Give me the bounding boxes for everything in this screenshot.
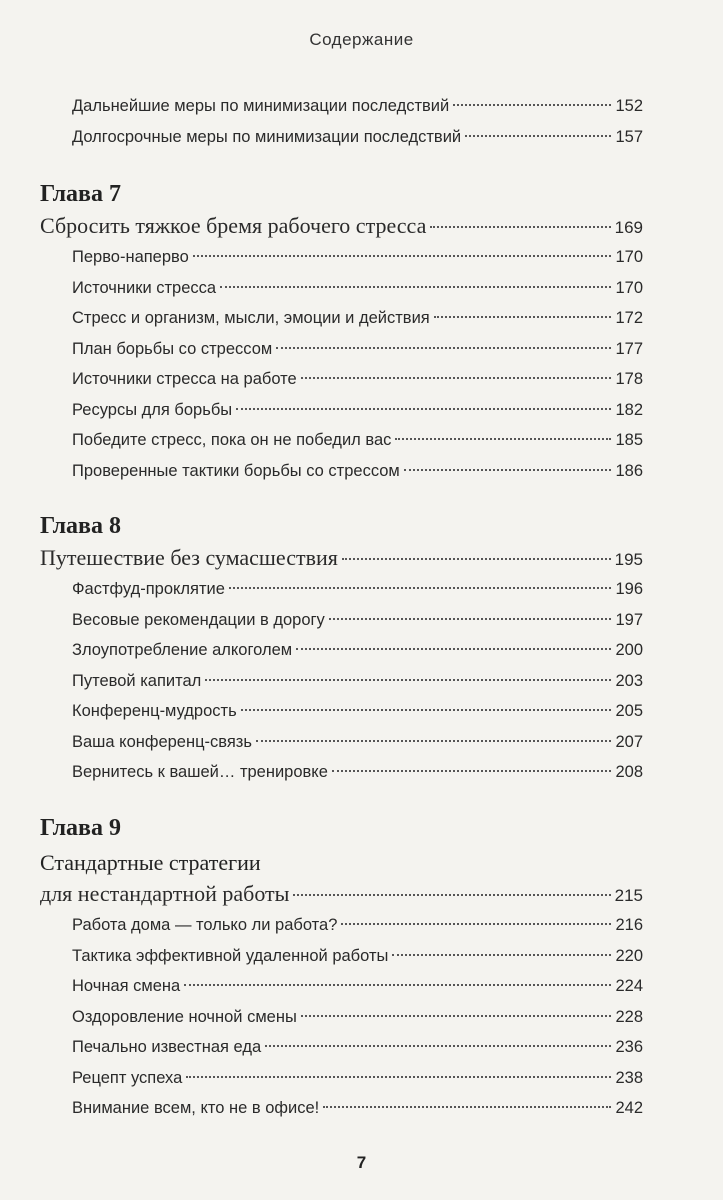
toc-entry [0, 334, 723, 365]
toc-entry [0, 242, 723, 273]
chapter-title-line-1: Стандартные стратегии [40, 850, 261, 875]
toc-entry-title: Злоупотребление алкоголем [72, 641, 293, 659]
chapter-title-entry [0, 878, 723, 910]
chapter-9 [0, 812, 723, 1124]
toc-entry-title: План борьбы со стрессом [72, 339, 273, 358]
dot-leader [329, 618, 612, 620]
dot-leader [301, 1015, 612, 1017]
toc-entry [0, 425, 723, 456]
toc-entry-title: Долгосрочные меры по минимизации последствий [72, 127, 462, 146]
dot-leader [301, 377, 612, 379]
toc-entry [0, 941, 723, 972]
dot-leader [404, 469, 612, 471]
toc-entry [0, 1032, 723, 1063]
toc-entry [0, 971, 723, 1002]
toc-entry-title: Ваша конференц-связь [72, 732, 252, 751]
toc-entry [0, 605, 723, 636]
page-number: 7 [356, 1153, 367, 1172]
toc-entry-page: 197 [615, 610, 643, 629]
toc-entry [0, 364, 723, 395]
toc-entry-page: 236 [615, 1038, 643, 1056]
toc-entry-page: 207 [615, 732, 643, 751]
chapter-label: Глава 8 [40, 513, 121, 539]
dot-leader [276, 347, 611, 349]
toc-entry [0, 303, 723, 334]
toc-entry-title: Стресс и организм, мысли, эмоции и действия [72, 309, 430, 327]
dot-leader [186, 1076, 611, 1078]
dot-leader [341, 923, 611, 925]
toc-entry-page: 200 [615, 641, 643, 659]
dot-leader [430, 226, 610, 228]
toc-entry [0, 574, 723, 605]
toc-entry-title: Фастфуд-проклятие [72, 580, 225, 598]
toc-entry-title: Перво-наперво [72, 248, 189, 266]
dot-leader [265, 1045, 611, 1047]
toc-entry [0, 273, 723, 304]
chapter-page: 195 [614, 550, 643, 569]
toc-entry-page: 185 [615, 431, 643, 449]
dot-leader [293, 894, 610, 896]
toc-entry-title: Печально известная еда [72, 1038, 262, 1056]
toc-entry [0, 910, 723, 941]
continued-entries [0, 91, 723, 152]
toc-entry-page: 242 [615, 1099, 643, 1117]
dot-leader [193, 255, 612, 257]
toc-entry-title: Оздоровление ночной смены [72, 1007, 297, 1026]
dot-leader [332, 770, 612, 772]
chapter-title: Сбросить тяжкое бремя рабочего стресса [40, 213, 427, 238]
toc-entry [0, 456, 723, 487]
toc-entry-title: Тактика эффективной удаленной работы [72, 946, 389, 965]
dot-leader [465, 135, 611, 137]
dot-leader [236, 408, 611, 410]
chapter-title-entry [0, 210, 723, 242]
dot-leader [342, 558, 611, 560]
toc-entry-page: 196 [615, 580, 643, 598]
toc-entry [0, 91, 723, 122]
toc-entry-page: 178 [615, 370, 643, 388]
toc-entry-title: Работа дома — только ли работа? [72, 916, 338, 934]
toc-entry-page: 182 [615, 400, 643, 419]
toc-entry-title: Весовые рекомендации в дорогу [72, 610, 325, 629]
dot-leader [453, 104, 611, 106]
toc-entry [0, 122, 723, 153]
toc-entry-page: 170 [615, 278, 643, 297]
toc-entry [0, 1093, 723, 1124]
toc-entry-page: 177 [615, 339, 643, 358]
chapter-label: Глава 9 [40, 815, 121, 841]
chapter-8 [0, 510, 723, 788]
dot-leader [392, 954, 611, 956]
toc-entry-page: 157 [615, 127, 643, 146]
toc-entry-title: Путевой капитал [72, 671, 202, 690]
chapter-label: Глава 7 [40, 181, 121, 207]
toc-entry-page: 216 [615, 916, 643, 934]
toc-entry-title: Ресурсы для борьбы [72, 400, 233, 419]
toc-entry-page: 152 [615, 97, 643, 115]
toc-entry-title: Победите стресс, пока он не победил вас [72, 431, 392, 449]
toc-entry [0, 1002, 723, 1033]
toc-entry-title: Источники стресса на работе [72, 370, 297, 388]
toc-entry-page: 228 [615, 1007, 643, 1026]
toc-entry-page: 208 [615, 763, 643, 781]
toc-entry [0, 1063, 723, 1094]
toc-entry [0, 395, 723, 426]
toc-entry-title: Ночная смена [72, 977, 181, 995]
toc-entry-page: 220 [615, 946, 643, 965]
toc-entry-page: 203 [615, 671, 643, 690]
chapter-title: Путешествие без сумасшествия [40, 545, 338, 570]
dot-leader [220, 286, 611, 288]
toc-entry-title: Конференц-мудрость [72, 702, 237, 720]
dot-leader [395, 438, 611, 440]
toc-entry-page: 224 [615, 977, 643, 995]
dot-leader [205, 679, 611, 681]
dot-leader [323, 1106, 611, 1108]
toc-entry-title: Вернитесь к вашей… тренировке [72, 763, 328, 781]
toc-entry-page: 205 [615, 702, 643, 720]
toc-entry-page: 238 [615, 1068, 643, 1087]
dot-leader [434, 316, 612, 318]
dot-leader [256, 740, 612, 742]
toc-entry-title: Внимание всем, кто не в офисе! [72, 1099, 320, 1117]
toc-entry-title: Источники стресса [72, 278, 217, 297]
toc-entry [0, 666, 723, 697]
toc-entry-page: 172 [615, 309, 643, 327]
toc-entry-title: Рецепт успеха [72, 1068, 183, 1087]
toc-entry-page: 186 [615, 461, 643, 480]
chapter-page: 215 [614, 886, 643, 905]
toc-entry [0, 727, 723, 758]
toc-entry [0, 696, 723, 727]
dot-leader [229, 587, 612, 589]
dot-leader [296, 648, 611, 650]
toc-entry-page: 170 [615, 248, 643, 266]
running-head: Содержание [309, 30, 414, 49]
toc-entry-title: Проверенные тактики борьбы со стрессом [72, 461, 400, 480]
toc-entry-title: Дальнейшие меры по минимизации последствий [72, 97, 450, 115]
chapter-title: для нестандартной работы [40, 881, 290, 906]
chapter-7 [0, 178, 723, 486]
toc-entry [0, 757, 723, 788]
toc-entry [0, 635, 723, 666]
chapter-title-entry [0, 542, 723, 574]
chapter-page: 169 [614, 218, 643, 237]
dot-leader [184, 984, 611, 986]
dot-leader [241, 709, 612, 711]
